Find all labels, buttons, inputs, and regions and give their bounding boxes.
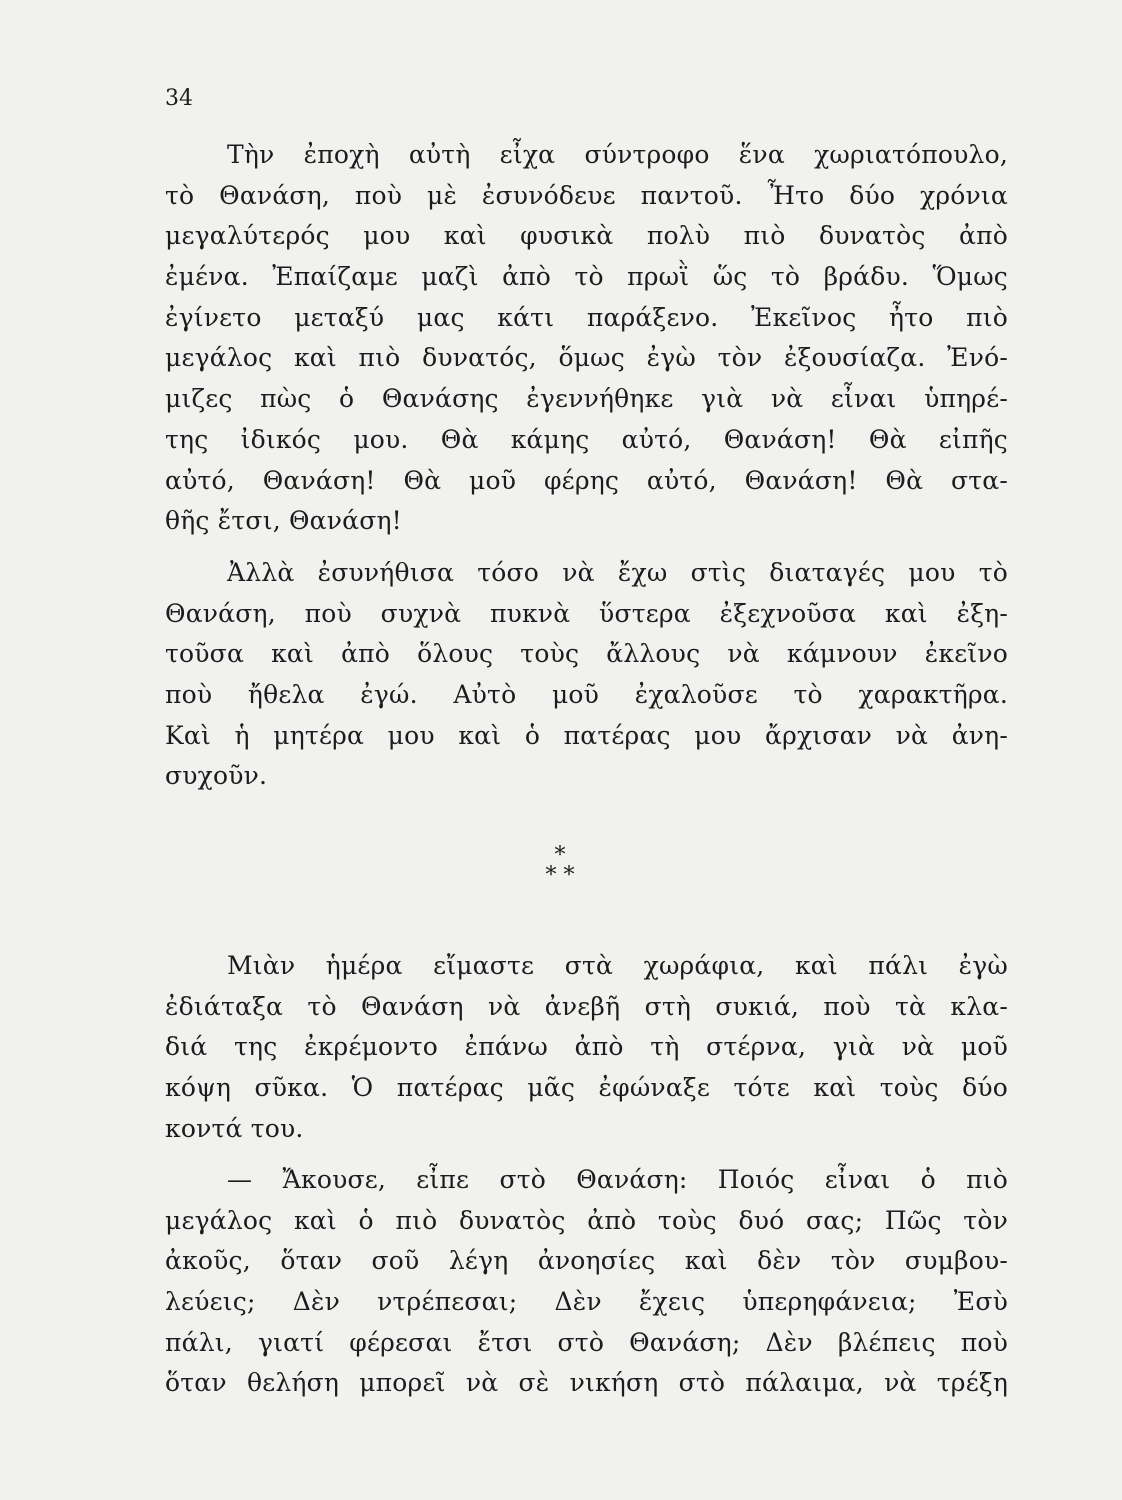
paragraph-4: [165, 1160, 1008, 1404]
text-line: τοῦσα καὶ ἀπὸ ὅλους τοὺς ἄλλους νὰ κάμνουν ἐκεῖνο: [165, 639, 1008, 669]
text-line: ἐγίνετο μεταξύ μας κάτι παράξενο. Ἐκεῖνος ἦτο πιὸ: [165, 302, 1008, 332]
paragraph-2: [165, 553, 1008, 797]
text-line: πάλι, γιατί φέρεσαι ἔτσι στὸ Θανάση; Δὲν βλέπεις ποὺ: [165, 1327, 1008, 1357]
text-line: λεύεις; Δὲν ντρέπεσαι; Δὲν ἔχεις ὑπερηφάνεια; Ἐσὺ: [165, 1287, 1008, 1317]
page-number: 34: [165, 86, 193, 111]
text-line: ὅταν θελήση μπορεῖ νὰ σὲ νικήση στὸ πάλαιμα, νὰ τρέξη: [165, 1368, 1008, 1398]
text-line: Καὶ ἡ μητέρα μου καὶ ὁ πατέρας μου ἄρχισαν νὰ ἀνη-: [165, 720, 1008, 750]
text-line: Θανάση, ποὺ συχνὰ πυκνὰ ὕστερα ἐξεχνοῦσα καὶ ἐξη-: [165, 598, 1008, 628]
paragraph-3: [165, 946, 1008, 1149]
text-line: μεγάλος καὶ πιὸ δυνατός, ὅμως ἐγὼ τὸν ἐξουσίαζα. Ἐνό-: [165, 343, 1008, 373]
text-line: συχοῦν.: [165, 761, 268, 791]
text-line: διά της ἐκρέμοντο ἐπάνω ἀπὸ τὴ στέρνα, γιὰ νὰ μοῦ: [165, 1032, 1008, 1062]
text-line: Μιὰν ἡμέρα εἴμαστε στὰ χωράφια, καὶ πάλι ἐγὼ: [227, 951, 1008, 980]
text-line: ποὺ ἤθελα ἐγώ. Αὐτὸ μοῦ ἐχαλοῦσε τὸ χαρακτῆρα.: [165, 680, 1008, 710]
text-line: μεγαλύτερός μου καὶ φυσικὰ πολὺ πιὸ δυνατὸς ἀπὸ: [165, 221, 1008, 251]
text-line: Ἀλλὰ ἐσυνήθισα τόσο νὰ ἔχω στὶς διαταγές μου τὸ: [227, 558, 1008, 587]
section-separator: [520, 843, 600, 888]
asterisk-top: *: [554, 843, 566, 868]
text-line: κοντά του.: [165, 1113, 304, 1143]
text-line: θῆς ἔτσι, Θανάση!: [165, 506, 402, 536]
text-line: ἐμένα. Ἐπαίζαμε μαζὶ ἀπὸ τὸ πρωῒ ὥς τὸ βράδυ. Ὅμως: [165, 262, 1008, 292]
text-line: ἐδιάταξα τὸ Θανάση νὰ ἀνεβῆ στὴ συκιά, ποὺ τὰ κλα-: [165, 991, 1008, 1021]
text-line: — Ἄκουσε, εἶπε στὸ Θανάση: Ποιός εἶναι ὁ πιὸ: [227, 1165, 1008, 1194]
text-line: μιζες πὼς ὁ Θανάσης ἐγεννήθηκε γιὰ νὰ εἶναι ὑπηρέ-: [165, 384, 1008, 414]
text-line: αὐτό, Θανάση! Θὰ μοῦ φέρης αὐτό, Θανάση! Θὰ στα-: [165, 465, 1008, 495]
text-line: της ἰδικός μου. Θὰ κάμης αὐτό, Θανάση! Θὰ εἰπῆς: [165, 424, 1008, 454]
text-line: κόψη σῦκα. Ὁ πατέρας μᾶς ἐφώναξε τότε καὶ τοὺς δύο: [165, 1073, 1008, 1103]
text-line: τὸ Θανάση, ποὺ μὲ ἐσυνόδευε παντοῦ. Ἦτο δύο χρόνια: [165, 180, 1008, 210]
text-line: Τὴν ἐποχὴ αὐτὴ εἶχα σύντροφο ἕνα χωριατόπουλο,: [227, 140, 1008, 169]
text-line: μεγάλος καὶ ὁ πιὸ δυνατὸς ἀπὸ τοὺς δυό σας; Πῶς τὸν: [165, 1205, 1008, 1235]
asterisk-bottom: * *: [545, 863, 575, 888]
paragraph-1: [165, 135, 1008, 542]
text-line: ἀκοῦς, ὅταν σοῦ λέγη ἀνοησίες καὶ δὲν τὸν συμβου-: [165, 1246, 1008, 1276]
